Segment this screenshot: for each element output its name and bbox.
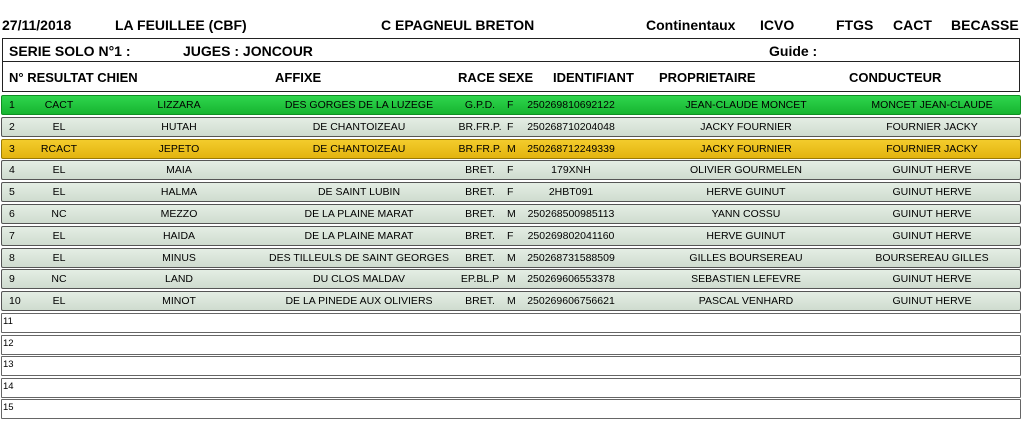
cell-sex: F: [507, 229, 514, 242]
cell-owner-text: YANN COSSU: [711, 207, 781, 220]
cell-dog-text: HAIDA: [162, 229, 196, 242]
cell-dog-text: MEZZO: [160, 207, 198, 220]
column-header: [2, 62, 1020, 92]
serie-judges: JUGES : JONCOUR: [183, 43, 313, 59]
cell-result-text: EL: [52, 120, 66, 133]
cell-sex: F: [507, 164, 514, 177]
empty-row: [1, 378, 1021, 398]
col-driver: CONDUCTEUR: [849, 70, 942, 85]
col-identifier: IDENTIFIANT: [553, 70, 634, 85]
cell-id-text: 250268710204048: [527, 120, 615, 133]
cell-owner-text: PASCAL VENHARD: [698, 295, 794, 308]
cell-id-text: 250269802041160: [527, 229, 615, 242]
event-breed: C EPAGNEUL BRETON: [381, 17, 535, 33]
cell-driver-text: GUINUT HERVE: [892, 207, 972, 220]
cell-dog-text: LAND: [164, 273, 194, 286]
cell-sex: M: [507, 207, 516, 220]
cell-driver-text: FOURNIER JACKY: [886, 142, 978, 155]
cell-dog-text: MINOT: [162, 295, 196, 308]
cell-driver-text: GUINUT HERVE: [892, 186, 972, 199]
cell-driver-text: MONCET JEAN-CLAUDE: [871, 99, 993, 111]
cell-race-text: BRET.: [465, 251, 495, 264]
cell-race-text: BR.FR.P.: [458, 120, 502, 133]
event-category: Continentaux: [646, 17, 736, 33]
tag-becasse: BECASSE: [951, 17, 1019, 33]
cell-dog-text: LIZZARA: [157, 99, 201, 111]
cell-sex: M: [507, 295, 516, 308]
cell-id-text: 2HBT091: [548, 186, 594, 199]
cell-owner-text: GILLES BOURSEREAU: [689, 251, 803, 264]
cell-sex: F: [507, 186, 514, 199]
cell-affix-text: DE CHANTOIZEAU: [312, 120, 406, 133]
cell-driver-text: GUINUT HERVE: [892, 295, 972, 308]
cell-num: 3: [9, 142, 15, 155]
table-row: [1, 139, 1021, 159]
tag-cact: CACT: [893, 17, 932, 33]
cell-result-text: CACT: [44, 99, 74, 111]
cell-sex: F: [507, 120, 514, 133]
cell-race-text: BRET.: [465, 207, 495, 220]
cell-dog-text: JEPETO: [158, 142, 200, 155]
table-row: [1, 160, 1021, 180]
cell-race-text: G.P.D.: [464, 99, 496, 111]
cell-id-text: 179XNH: [551, 164, 591, 177]
row-number: 11: [3, 315, 13, 327]
cell-id-text: 250269606756621: [527, 295, 615, 308]
table-row: [1, 226, 1021, 246]
cell-owner-text: JACKY FOURNIER: [700, 120, 792, 133]
cell-num: 10: [9, 295, 21, 308]
cell-owner-text: JEAN-CLAUDE MONCET: [685, 99, 807, 111]
cell-id-text: 250268712249339: [527, 142, 615, 155]
cell-result-text: NC: [51, 273, 67, 286]
cell-affix-text: DES TILLEULS DE SAINT GEORGES: [269, 251, 449, 264]
empty-row: [1, 399, 1021, 419]
cell-id-text: 250269606553378: [527, 273, 615, 286]
empty-row: [1, 335, 1021, 355]
row-number: 13: [3, 359, 14, 371]
cell-race-text: BRET.: [465, 186, 495, 199]
row-number: 15: [3, 402, 14, 414]
cell-result-text: EL: [52, 251, 66, 264]
cell-driver-text: GUINUT HERVE: [892, 229, 972, 242]
table-row: [1, 269, 1021, 289]
cell-affix-text: DE SAINT LUBIN: [317, 186, 401, 199]
cell-owner-text: JACKY FOURNIER: [700, 142, 792, 155]
cell-race-text: BRET.: [465, 229, 495, 242]
empty-row: [1, 356, 1021, 376]
results-table: [0, 95, 1024, 421]
serie-bar: [2, 38, 1020, 62]
table-row: [1, 204, 1021, 224]
cell-id-text: 250268500985113: [527, 207, 615, 220]
table-row: [1, 182, 1021, 202]
serie-title: SERIE SOLO N°1 :: [9, 43, 131, 59]
header-bar: [0, 0, 1024, 38]
cell-result-text: NC: [51, 207, 67, 220]
cell-dog-text: HUTAH: [161, 120, 197, 133]
cell-driver-text: BOURSEREAU GILLES: [875, 251, 989, 264]
cell-result-text: EL: [52, 164, 66, 177]
cell-num: 4: [9, 164, 15, 177]
empty-row: [1, 313, 1021, 333]
table-row: [1, 248, 1021, 268]
cell-num: 5: [9, 186, 15, 199]
cell-driver-text: GUINUT HERVE: [892, 164, 972, 177]
cell-owner-text: HERVE GUINUT: [706, 229, 786, 242]
cell-affix-text: DE LA PINEDE AUX OLIVIERS: [285, 295, 433, 308]
event-date: 27/11/2018: [2, 17, 72, 33]
cell-race-text: EP.BL.P: [460, 273, 500, 286]
cell-id-text: 250268731588509: [527, 251, 615, 264]
cell-sex: F: [507, 99, 514, 111]
cell-num: 8: [9, 251, 15, 264]
tag-ftgs: FTGS: [836, 17, 874, 33]
cell-affix-text: DE LA PLAINE MARAT: [304, 229, 414, 242]
cell-owner-text: OLIVIER GOURMELEN: [689, 164, 803, 177]
table-row: [1, 117, 1021, 137]
col-num-result-dog: N° RESULTAT CHIEN: [9, 70, 138, 85]
cell-result-text: EL: [52, 295, 66, 308]
row-number: 12: [3, 337, 14, 349]
cell-num: 7: [9, 229, 15, 242]
cell-num: 9: [9, 273, 15, 286]
table-row: [1, 95, 1021, 115]
cell-num: 6: [9, 207, 15, 220]
cell-result-text: EL: [52, 229, 66, 242]
cell-result-text: EL: [52, 186, 66, 199]
cell-id-text: 250269810692122: [527, 99, 615, 111]
cell-dog-text: HALMA: [160, 186, 198, 199]
cell-sex: M: [507, 251, 516, 264]
cell-result-text: RCACT: [40, 142, 78, 155]
cell-affix-text: DE CHANTOIZEAU: [312, 142, 406, 155]
event-location: LA FEUILLEE (CBF): [115, 17, 247, 33]
cell-race-text: BRET.: [465, 295, 495, 308]
cell-race-text: BR.FR.P.: [458, 142, 502, 155]
cell-num: 1: [9, 99, 15, 111]
cell-affix-text: DE LA PLAINE MARAT: [304, 207, 414, 220]
cell-dog-text: MAIA: [166, 164, 192, 177]
tag-icvo: ICVO: [760, 17, 795, 33]
col-race-sex: RACE SEXE: [458, 70, 534, 85]
cell-affix-text: DU CLOS MALDAV: [313, 273, 405, 286]
cell-num: 2: [9, 120, 15, 133]
col-affix: AFFIXE: [275, 70, 322, 85]
row-number: 14: [3, 380, 14, 392]
cell-sex: M: [507, 273, 516, 286]
cell-driver-text: GUINUT HERVE: [892, 273, 972, 286]
cell-owner-text: SEBASTIEN LEFEVRE: [691, 273, 801, 286]
cell-race-text: BRET.: [465, 164, 495, 177]
col-owner: PROPRIETAIRE: [659, 70, 756, 85]
serie-guide: Guide :: [769, 43, 818, 59]
cell-sex: M: [507, 142, 516, 155]
cell-affix-text: DES GORGES DE LA LUZEGE: [284, 99, 434, 111]
cell-dog-text: MINUS: [162, 251, 196, 264]
cell-owner-text: HERVE GUINUT: [706, 186, 786, 199]
cell-driver-text: FOURNIER JACKY: [886, 120, 978, 133]
table-row: [1, 291, 1021, 311]
